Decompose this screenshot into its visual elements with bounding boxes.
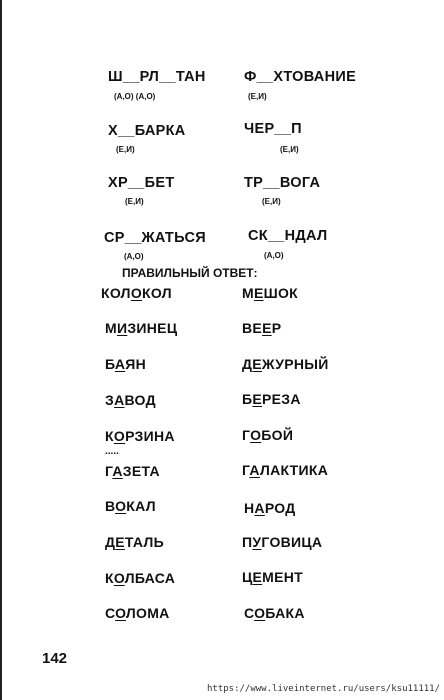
answer-word: КОРЗИНА bbox=[105, 428, 175, 444]
answer-word: ГАЛАКТИКА bbox=[242, 462, 329, 478]
task-word: ТР__ВОГА bbox=[244, 175, 321, 191]
answer-word: ДЕТАЛЬ bbox=[105, 534, 164, 550]
task-hint: (Е,И) bbox=[116, 145, 135, 154]
task-hint: (Е,И) bbox=[262, 197, 281, 206]
answer-word: ДЕЖУРНЫЙ bbox=[242, 356, 329, 372]
answer-word: ПУГОВИЦА bbox=[242, 534, 323, 550]
answer-word: МЕШОК bbox=[242, 285, 299, 301]
task-word: Ф__ХТОВАНИЕ bbox=[244, 69, 357, 85]
task-hint: (А,О) (А,О) bbox=[114, 92, 156, 101]
dots-mark: ..... bbox=[105, 446, 119, 457]
task-hint: (А,О) bbox=[264, 251, 284, 260]
source-url: https://www.liveinternet.ru/users/ksu11111/ bbox=[207, 684, 440, 694]
answer-word: ГОБОЙ bbox=[242, 427, 294, 443]
task-word: ЧЕР__П bbox=[244, 121, 302, 137]
answer-word: ВЕЕР bbox=[242, 320, 282, 336]
task-word: СР__ЖАТЬСЯ bbox=[104, 230, 206, 246]
answer-word: ГАЗЕТА bbox=[105, 463, 160, 479]
answer-word: БЕРЕЗА bbox=[242, 391, 301, 407]
answer-word: ВОКАЛ bbox=[105, 498, 156, 514]
answer-word: СОБАКА bbox=[244, 605, 305, 621]
answer-word: НАРОД bbox=[244, 500, 296, 516]
answer-word: ЦЕМЕНТ bbox=[242, 569, 304, 585]
answer-word: БАЯН bbox=[105, 356, 147, 372]
answer-word: МИЗИНЕЦ bbox=[105, 320, 178, 336]
task-hint: (Е,И) bbox=[248, 92, 267, 101]
answer-word: ЗАВОД bbox=[105, 392, 156, 408]
page-number: 142 bbox=[42, 650, 68, 667]
task-hint: (Е,И) bbox=[125, 197, 144, 206]
answer-word: КОЛБАСА bbox=[105, 570, 176, 586]
answer-word: КОЛОКОЛ bbox=[101, 285, 172, 301]
task-word: Ш__РЛ__ТАН bbox=[108, 69, 206, 85]
task-word: ХР__БЕТ bbox=[108, 175, 175, 191]
task-hint: (Е,И) bbox=[280, 145, 299, 154]
answers-heading: ПРАВИЛЬНЫЙ ОТВЕТ: bbox=[122, 266, 258, 280]
task-hint: (А,О) bbox=[124, 252, 144, 261]
task-word: Х__БАРКА bbox=[108, 123, 186, 139]
answer-word: СОЛОМА bbox=[105, 605, 170, 621]
task-word: СК__НДАЛ bbox=[248, 228, 328, 244]
